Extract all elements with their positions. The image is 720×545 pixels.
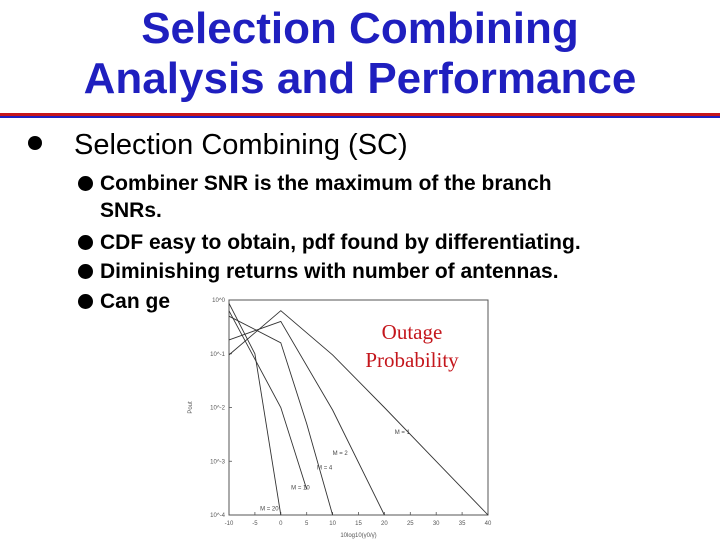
- bullet-dot: [78, 294, 93, 309]
- series-label: M = 1: [394, 430, 410, 437]
- x-tick-label: 5: [305, 521, 309, 527]
- sub-bullet-3-text: Diminishing returns with number of antennas.: [100, 260, 559, 283]
- main-bullet-text: Selection Combining (SC): [74, 129, 408, 161]
- x-tick-label: 15: [355, 521, 362, 527]
- x-tick-label: 0: [279, 521, 283, 527]
- x-tick-label: 40: [484, 521, 492, 527]
- series-line: [229, 316, 333, 515]
- x-tick-label: -10: [224, 521, 234, 527]
- outage-label-line-1: Outage: [381, 320, 443, 344]
- series-label: M = 10: [291, 485, 310, 492]
- bullet-dot: [78, 176, 93, 191]
- x-tick-label: -5: [252, 521, 258, 527]
- x-tick-label: 30: [432, 521, 440, 527]
- x-tick-label: 35: [458, 521, 466, 527]
- series-label: M = 20: [260, 506, 279, 513]
- bullet-dot: [28, 136, 42, 150]
- bullet-dot: [78, 264, 93, 279]
- sub-bullet-4-text: Can ge: [100, 290, 171, 313]
- x-tick-label: 10: [329, 521, 336, 527]
- x-axis-label: 10log10(γ0/γ̄): [340, 533, 377, 539]
- y-tick-label: 10^-3: [210, 459, 225, 466]
- x-tick-label: 20: [381, 521, 388, 527]
- title-line-2: Analysis and Performance: [83, 54, 637, 103]
- bullet-dot: [78, 235, 93, 250]
- y-tick-label: 10^-2: [210, 405, 225, 412]
- title-line-1: Selection Combining: [141, 4, 579, 53]
- series-label: M = 4: [317, 465, 333, 472]
- outage-probability-label: [350, 318, 474, 374]
- y-tick-label: 10^-4: [210, 513, 225, 519]
- outage-label-line-2: Probability: [365, 348, 459, 372]
- y-tick-label: 10^-1: [210, 351, 225, 358]
- series-label: M = 2: [332, 451, 348, 458]
- y-axis-label: Pout: [188, 401, 194, 414]
- slide-title: [0, 4, 720, 104]
- sub-bullet-1-line-1: Combiner SNR is the maximum of the branch: [100, 172, 552, 195]
- series-line: [229, 311, 307, 490]
- sub-bullet-1-line-2: SNRs.: [100, 199, 162, 222]
- y-tick-label: 10^0: [212, 298, 225, 304]
- x-tick-label: 25: [406, 521, 414, 527]
- title-divider-blue: [0, 116, 720, 118]
- series-line: [229, 303, 281, 515]
- sub-bullet-2-text: CDF easy to obtain, pdf found by differentiating.: [100, 231, 581, 254]
